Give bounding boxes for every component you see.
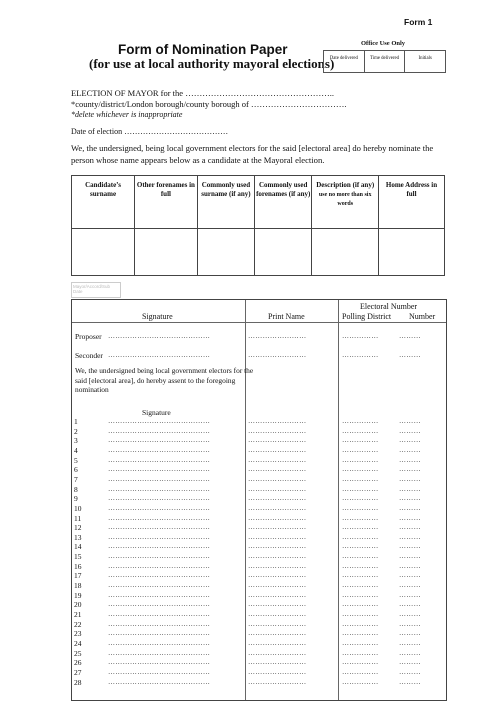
assent-row-number: 15: [74, 552, 82, 562]
assent-row-signature[interactable]: ……………………………………: [108, 629, 211, 638]
assent-row-district[interactable]: ……………: [342, 610, 379, 618]
assent-row-number: 1: [74, 417, 78, 426]
assent-row-print-name[interactable]: ……………………: [248, 619, 307, 628]
assent-row-district[interactable]: ……………: [342, 677, 379, 686]
assent-row-number: 5: [74, 455, 78, 465]
proposer-district[interactable]: ……………: [342, 332, 379, 340]
assent-row-print-name[interactable]: ……………………: [248, 571, 307, 580]
col-forenames: Other forenames in full: [135, 176, 198, 229]
assent-row-number-field[interactable]: ………: [399, 417, 421, 425]
assent-row-signature[interactable]: ……………………………………: [108, 523, 211, 532]
assent-row-district[interactable]: ……………: [342, 445, 379, 454]
assent-row-district[interactable]: ……………: [342, 513, 379, 522]
assent-row-signature[interactable]: ……………………………………: [108, 648, 211, 657]
assent-row-signature[interactable]: ……………………………………: [108, 426, 211, 435]
assent-row-print-name[interactable]: ……………………: [248, 532, 307, 541]
signature-table: [71, 299, 447, 701]
assent-row-number-field[interactable]: ………: [399, 513, 421, 522]
assent-row-signature[interactable]: ……………………………………: [108, 445, 211, 454]
assent-row-number: 18: [74, 581, 82, 591]
assent-row-number: 27: [74, 667, 82, 677]
assent-text: We, the undersigned being local government electors for the said [electoral area], do hereby assent to the foregoing nomination: [75, 366, 254, 394]
assent-row-print-name[interactable]: ……………………: [248, 667, 307, 676]
seconder-print-name[interactable]: ……………………: [248, 351, 307, 359]
assent-row-signature[interactable]: ……………………………………: [108, 465, 211, 474]
assent-row-district[interactable]: ……………: [342, 532, 379, 541]
assent-row-district[interactable]: ……………: [342, 629, 379, 638]
assent-row-number-field[interactable]: ………: [399, 667, 421, 676]
assent-row-district[interactable]: ……………: [342, 600, 379, 609]
assent-row-district[interactable]: ……………: [342, 494, 379, 503]
assent-row-number: 9: [74, 494, 78, 504]
assent-row-signature[interactable]: ……………………………………: [108, 417, 211, 425]
assent-row-number: 6: [74, 465, 78, 475]
assent-row-district[interactable]: ……………: [342, 465, 379, 474]
assent-row-signature[interactable]: ……………………………………: [108, 619, 211, 628]
assent-row-district[interactable]: ……………: [342, 561, 379, 570]
assent-row-print-name[interactable]: ……………………: [248, 474, 307, 483]
assent-row-print-name[interactable]: ……………………: [248, 465, 307, 474]
assent-row-signature[interactable]: ……………………………………: [108, 484, 211, 493]
assent-row-signature[interactable]: ……………………………………: [108, 667, 211, 676]
form-subtitle: (for use at local authority mayoral elections): [89, 56, 335, 71]
assent-row-number: 17: [74, 571, 82, 581]
assent-row-number-field[interactable]: ………: [399, 532, 421, 541]
form-title: Form of Nomination Paper: [118, 42, 288, 57]
divider: [72, 322, 446, 323]
assent-row-print-name[interactable]: ……………………: [248, 542, 307, 551]
stamp-placeholder: Mayor/Accord/Sub Date: [71, 282, 121, 298]
assent-row-district[interactable]: ……………: [342, 436, 379, 445]
assent-row-number-field[interactable]: ………: [399, 426, 421, 435]
assent-row-print-name[interactable]: ……………………: [248, 455, 307, 464]
col-common-surname: Commonly used surname (if any): [197, 176, 254, 229]
assent-row-district[interactable]: ……………: [342, 474, 379, 483]
divider: [338, 300, 339, 700]
assent-row-print-name[interactable]: ……………………: [248, 610, 307, 618]
assent-row-number-field[interactable]: ………: [399, 571, 421, 580]
assent-row-signature[interactable]: ……………………………………: [108, 600, 211, 609]
header-electoral-number: Electoral Number: [360, 302, 418, 311]
assent-row-signature[interactable]: ……………………………………: [108, 436, 211, 445]
assent-row-print-name[interactable]: ……………………: [248, 426, 307, 435]
declaration-text: We, the undersigned, being local government electors for the said [electoral area] do hereby nominate the person whose name appears below as a candidate at the Mayoral election.: [71, 143, 434, 165]
assent-row-number-field[interactable]: ………: [399, 484, 421, 493]
header-print-name: Print Name: [268, 312, 305, 321]
assent-row-signature[interactable]: ……………………………………: [108, 532, 211, 541]
assent-row-signature[interactable]: ……………………………………: [108, 561, 211, 570]
proposer-label: Proposer: [75, 332, 102, 341]
assent-row-number: 25: [74, 648, 82, 658]
cell-surname[interactable]: [72, 229, 135, 276]
assent-row-number: 22: [74, 619, 82, 629]
assent-row-number: 7: [74, 474, 78, 484]
office-use-date[interactable]: Date delivered: [324, 51, 365, 72]
assent-row-district[interactable]: ……………: [342, 426, 379, 435]
assent-row-number-field[interactable]: ………: [399, 648, 421, 657]
cell-description[interactable]: [312, 229, 379, 276]
assent-row-signature[interactable]: ……………………………………: [108, 677, 211, 686]
assent-row-print-name[interactable]: ……………………: [248, 494, 307, 503]
office-use-initials[interactable]: Initials: [418, 56, 432, 61]
seconder-number[interactable]: ………: [399, 351, 421, 359]
assent-row-district[interactable]: ……………: [342, 417, 379, 425]
assent-row-print-name[interactable]: ……………………: [248, 638, 307, 647]
assent-row-number: 8: [74, 484, 78, 494]
assent-row-number-field[interactable]: ………: [399, 658, 421, 667]
assent-row-signature[interactable]: ……………………………………: [108, 658, 211, 667]
assent-row-district[interactable]: ……………: [342, 638, 379, 647]
seconder-district[interactable]: ……………: [342, 351, 379, 359]
assent-signature-header: Signature: [142, 408, 171, 417]
assent-row-district[interactable]: ……………: [342, 455, 379, 464]
assent-row-signature[interactable]: ……………………………………: [108, 590, 211, 599]
assent-row-print-name[interactable]: ……………………: [248, 658, 307, 667]
assent-row-number: 4: [74, 445, 78, 455]
header-number: Number: [409, 312, 436, 321]
col-home-address: Home Address in full: [379, 176, 445, 229]
assent-row-number: 26: [74, 658, 82, 668]
assent-row-number: 2: [74, 426, 78, 436]
assent-row-print-name[interactable]: ……………………: [248, 677, 307, 686]
candidate-table: [71, 175, 445, 276]
seconder-label: Seconder: [75, 351, 103, 360]
assent-row-number: 16: [74, 561, 82, 571]
assent-row-number: 21: [74, 610, 82, 619]
delete-note: *delete whichever is inappropriate: [71, 110, 183, 119]
assent-row-district[interactable]: ……………: [342, 590, 379, 599]
form-number: Form 1: [404, 17, 433, 27]
assent-row-signature[interactable]: ……………………………………: [108, 552, 211, 561]
assent-row-signature[interactable]: ……………………………………: [108, 542, 211, 551]
assent-row-print-name[interactable]: ……………………: [248, 503, 307, 512]
assent-row-print-name[interactable]: ……………………: [248, 513, 307, 522]
county-line: *county/district/London borough/county borough of …………………………….: [71, 99, 347, 109]
assent-row-signature[interactable]: ……………………………………: [108, 571, 211, 580]
proposer-print-name[interactable]: ……………………: [248, 332, 307, 340]
assent-row-number-field[interactable]: ………: [399, 503, 421, 512]
assent-row-signature[interactable]: ……………………………………: [108, 474, 211, 483]
seconder-signature[interactable]: ……………………………………: [108, 351, 211, 359]
assent-row-number-field[interactable]: ………: [399, 590, 421, 599]
assent-row-number-field[interactable]: ………: [399, 523, 421, 532]
assent-row-number-field[interactable]: ………: [399, 552, 421, 561]
office-use-box: [323, 50, 446, 73]
proposer-signature[interactable]: ……………………………………: [108, 332, 211, 340]
assent-row-number-field[interactable]: ………: [399, 619, 421, 628]
assent-row-number-field[interactable]: ………: [399, 677, 421, 686]
assent-row-signature[interactable]: ……………………………………: [108, 455, 211, 464]
assent-row-signature[interactable]: ……………………………………: [108, 581, 211, 590]
assent-row-number-field[interactable]: ………: [399, 474, 421, 483]
assent-row-signature[interactable]: ……………………………………: [108, 638, 211, 647]
assent-row-district[interactable]: ……………: [342, 648, 379, 657]
col-description: Description (if any) use no more than six words: [312, 176, 379, 229]
office-use-time[interactable]: Time delivered: [365, 51, 406, 72]
cell-forenames[interactable]: [135, 229, 198, 276]
assent-row-signature[interactable]: ……………………………………: [108, 503, 211, 512]
cell-common-surname[interactable]: [197, 229, 254, 276]
assent-row-number: 28: [74, 677, 82, 687]
assent-row-number-field[interactable]: ………: [399, 581, 421, 590]
assent-row-number: 12: [74, 523, 82, 533]
assent-row-number-field[interactable]: ………: [399, 542, 421, 551]
assent-row-number-field[interactable]: ………: [399, 629, 421, 638]
assent-row-district[interactable]: ……………: [342, 667, 379, 676]
col-common-forenames: Commonly used forenames (if any): [255, 176, 312, 229]
date-of-election: Date of election …………………………………: [71, 127, 229, 136]
assent-row-number: 20: [74, 600, 82, 610]
assent-row-number: 10: [74, 503, 82, 513]
col-surname: Candidate’s surname: [72, 176, 135, 229]
assent-row-number-field[interactable]: ………: [399, 465, 421, 474]
assent-row-district[interactable]: ……………: [342, 523, 379, 532]
assent-row-print-name[interactable]: ……………………: [248, 561, 307, 570]
assent-row-print-name[interactable]: ……………………: [248, 436, 307, 445]
assent-row-number-field[interactable]: ………: [399, 610, 421, 618]
assent-row-print-name[interactable]: ……………………: [248, 523, 307, 532]
assent-row-district[interactable]: ……………: [342, 542, 379, 551]
assent-row-print-name[interactable]: ……………………: [248, 648, 307, 657]
assent-row-number: 19: [74, 590, 82, 600]
assent-row-district[interactable]: ……………: [342, 581, 379, 590]
assent-row-print-name[interactable]: ……………………: [248, 445, 307, 454]
assent-row-print-name[interactable]: ……………………: [248, 484, 307, 493]
cell-common-forenames[interactable]: [255, 229, 312, 276]
assent-row-district[interactable]: ……………: [342, 658, 379, 667]
assent-row-district[interactable]: ……………: [342, 552, 379, 561]
divider: [245, 300, 246, 700]
office-use-title: Office Use Only: [361, 40, 406, 47]
assent-row-number-field[interactable]: ………: [399, 638, 421, 647]
election-line: ELECTION OF MAYOR for the ……………………………………………..: [71, 88, 334, 98]
assent-row-number: 11: [74, 513, 82, 523]
assent-row-number-field[interactable]: ………: [399, 455, 421, 464]
assent-row-print-name[interactable]: ……………………: [248, 629, 307, 638]
assent-row-number: 23: [74, 629, 82, 639]
assent-row-district[interactable]: ……………: [342, 571, 379, 580]
assent-row-number-field[interactable]: ………: [399, 436, 421, 445]
assent-row-district[interactable]: ……………: [342, 619, 379, 628]
header-signature: Signature: [142, 312, 173, 321]
assent-row-district[interactable]: ……………: [342, 503, 379, 512]
assent-row-number: 24: [74, 638, 82, 648]
assent-row-print-name[interactable]: ……………………: [248, 552, 307, 561]
assent-row-print-name[interactable]: ……………………: [248, 600, 307, 609]
cell-home-address[interactable]: [379, 229, 445, 276]
assent-row-signature[interactable]: ……………………………………: [108, 513, 211, 522]
assent-row-signature[interactable]: ……………………………………: [108, 494, 211, 503]
assent-row-district[interactable]: ……………: [342, 484, 379, 493]
assent-row-number-field[interactable]: ………: [399, 445, 421, 454]
assent-row-print-name[interactable]: ……………………: [248, 590, 307, 599]
assent-row-number-field[interactable]: ………: [399, 494, 421, 503]
header-polling-district: Polling District: [342, 312, 392, 321]
assent-row-number-field[interactable]: ………: [399, 600, 421, 609]
assent-row-number: 14: [74, 542, 82, 552]
assent-row-number: 3: [74, 436, 78, 446]
assent-row-number: 13: [74, 532, 82, 542]
proposer-number[interactable]: ………: [399, 332, 421, 340]
assent-row-print-name[interactable]: ……………………: [248, 417, 307, 425]
assent-row-signature[interactable]: ……………………………………: [108, 610, 211, 618]
assent-row-number-field[interactable]: ………: [399, 561, 421, 570]
assent-row-print-name[interactable]: ……………………: [248, 581, 307, 590]
